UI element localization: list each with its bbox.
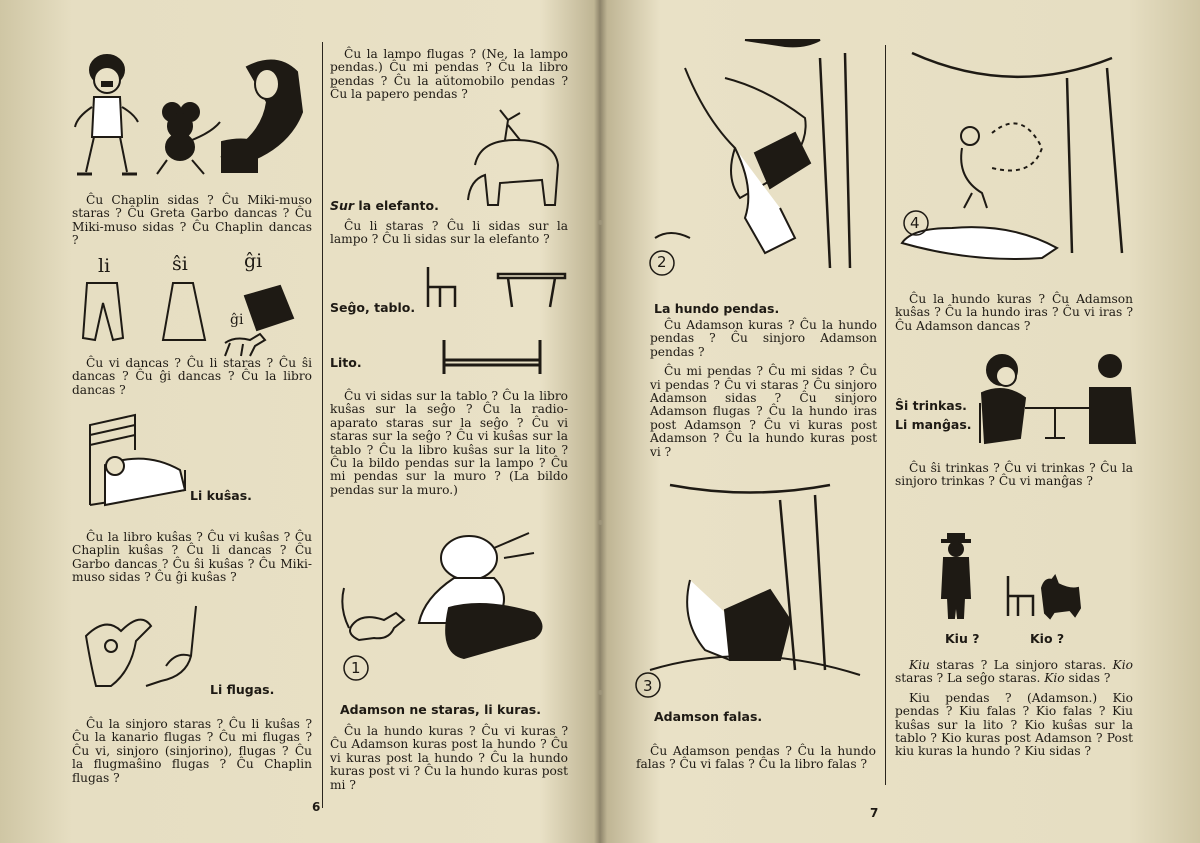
paragraph: Ĉu la hundo kuras ? Ĉu vi kuras ? Ĉu Adamson kuras post la hundo ? Ĉu vi kuras post la hundo ? Ĉu la hundo kuras post vi ? Ĉu la hundo kuras post mi ? [330, 724, 568, 792]
mickey-mouse-figure [157, 103, 220, 174]
chair-icon [1008, 576, 1033, 616]
paragraph: Ĉu ŝi trinkas ? Ĉu vi trinkas ? Ĉu la sinjoro trinkas ? Ĉu vi manĝas ? [895, 461, 1133, 489]
pronoun-li: li [98, 255, 111, 277]
paragraph: Ĉu la lampo flugas ? (Ne, la lampo pendas.) Ĉu mi pendas ? Ĉu la libro pendas ? Ĉu la aŭtomobilo pendas ? Ĉu la papero pendas ? [330, 47, 568, 102]
paragraph: Ĉu Chaplin sidas ? Ĉu Miki-muso staras ? Ĉu Greta Garbo dancas ? Ĉu Miki-muso sidas ? Ĉu Chaplin dancas ? [72, 193, 312, 248]
label-li-flugas: Li flugas. [210, 682, 275, 697]
dog-icon [1042, 576, 1080, 618]
paragraph: Ĉu vi sidas sur la tablo ? Ĉu la libro kuŝas sur la seĝo ? Ĉu la radio-aparato staras sur la seĝo ? Ĉu vi staras sur la seĝo ? Ĉu vi kuŝas sur la tablo ? Ĉu la libro kuŝas sur la lito ? Ĉu la bildo pendas sur la lampo ? Ĉu mi pendas sur la muro ? (La bildo pendas sur la muro.) [330, 389, 568, 497]
column-divider [885, 45, 886, 785]
figure-number-2: 2 [657, 253, 667, 271]
left-column-1c [72, 531, 312, 591]
flying-figures-illustration [66, 596, 216, 706]
man-on-elephant [460, 105, 570, 215]
right-column-2c [895, 659, 1133, 765]
pronoun-gi: ĝi [244, 250, 263, 272]
greta-garbo-figure [222, 61, 302, 172]
drinking-eating-illustration [970, 348, 1140, 448]
figure-number-1: 1 [351, 659, 361, 677]
man-in-bed-illustration [85, 410, 195, 510]
trousers-icon [83, 283, 123, 340]
left-column-1b [72, 357, 312, 403]
right-column-2 [895, 293, 1133, 339]
left-column-2 [330, 48, 568, 108]
adamson-lying-illustration [892, 38, 1137, 268]
bird-man-icon [86, 620, 151, 686]
adamson-falling-illustration [630, 470, 870, 700]
man-silhouette-icon [942, 534, 970, 618]
label-li-kusas: Li kuŝas. [190, 488, 252, 503]
paragraph-kiu-kio: Kiu staras ? La sinjoro staras. Kio staras ? La seĝo staras. Kio sidas ? [895, 658, 1133, 686]
pronoun-gi-small: ĝi [230, 312, 244, 328]
chaplin-mickey-garbo-illustration [72, 42, 322, 182]
skirt-icon [163, 283, 205, 340]
left-column-1 [72, 194, 312, 254]
left-column-2c [330, 390, 568, 503]
paragraph: Ĉu la sinjoro staras ? Ĉu li kuŝas ? Ĉu la kanario flugas ? Ĉu mi flugas ? Ĉu vi, sinjoro (sinjorino), flugas ? Ĉu la flugmaŝino flugas ? Ĉu Chaplin flugas ? [72, 717, 312, 785]
flying-man-icon [146, 606, 196, 686]
label-sego-tablo: Seĝo, tablo. [330, 300, 416, 315]
paragraph: Ĉu Adamson pendas ? Ĉu la hundo falas ? Ĉu vi falas ? Ĉu la libro falas ? [636, 744, 876, 772]
pronoun-si: ŝi [172, 253, 188, 275]
label-sur-elefanto: Sur la elefanto. [330, 198, 439, 213]
label-adamson-falas: Adamson falas. [654, 709, 763, 724]
chaplin-figure [75, 55, 138, 174]
label-hundo-pendas: La hundo pendas. [654, 301, 780, 316]
right-page [600, 0, 1200, 843]
chair-table-illustration [420, 262, 570, 312]
left-column-2d [330, 725, 568, 798]
adamson-tree-illustration [645, 38, 875, 278]
paragraph: Ĉu la libro kuŝas ? Ĉu vi kuŝas ? Ĉu Chaplin kuŝas ? Ĉu li dancas ? Ĉu Garbo dancas ? Ĉu ŝi kuŝas ? Ĉu Miki-muso sidas ? Ĉu ĝi kuŝas ? [72, 530, 312, 585]
right-column-1b [636, 745, 876, 778]
kiu-kio-illustration [930, 528, 1090, 623]
paragraph: Ĉu li staras ? Ĉu li sidas sur la lampo ? Ĉu li sidas sur la elefanto ? [330, 219, 568, 247]
dog-icon [342, 588, 404, 640]
figure-number-4: 4 [910, 214, 920, 232]
column-divider [322, 42, 323, 808]
bed-icon [440, 338, 545, 378]
paragraph: Kiu pendas ? (Adamson.) Kio pendas ? Kiu falas ? Kio falas ? Kiu kuŝas sur la lito ? Kio kuŝas sur la tablo ? Kio kuras post Adamson ? Post kiu kuras la hundo ? Kiu sidas ? [895, 690, 1133, 759]
paragraph: Ĉu mi pendas ? Ĉu mi sidas ? Ĉu vi pendas ? Ĉu vi staras ? Ĉu sinjoro Adamson sidas ? Ĉu sinjoro Adamson flugas ? Ĉu la hundo iras post Adamson ? Ĉu vi kuras post Adamson ? Ĉu la hundo kuras post vi ? [650, 364, 877, 459]
paragraph: Ĉu Adamson kuras ? Ĉu la hundo pendas ? Ĉu sinjoro Adamson pendas ? [650, 318, 877, 359]
label-kio: Kio ? [1030, 631, 1065, 646]
label-kiu: Kiu ? [945, 631, 980, 646]
figure-number-3: 3 [643, 677, 653, 695]
paragraph: Ĉu vi dancas ? Ĉu li staras ? Ĉu ŝi dancas ? Ĉu ĝi dancas ? Ĉu la libro dancas ? [72, 356, 312, 397]
label-adamson-kuras: Adamson ne staras, li kuras. [340, 702, 542, 717]
book-icon [245, 286, 293, 330]
label-li-mangas: Li manĝas. [895, 417, 972, 432]
page-number: 6 [312, 800, 321, 814]
label-lito: Lito. [330, 355, 362, 370]
dog-icon [225, 334, 265, 356]
left-column-2b [330, 220, 568, 253]
page-number: 7 [870, 806, 879, 820]
label-si-trinkas: Ŝi trinkas. [895, 398, 967, 413]
pronoun-figures-illustration [75, 248, 315, 358]
right-column-1 [650, 319, 877, 465]
paragraph: Ĉu la hundo kuras ? Ĉu Adamson kuŝas ? Ĉu la hundo iras ? Ĉu vi iras ? Ĉu Adamson dancas ? [895, 292, 1133, 333]
table-icon [498, 274, 565, 307]
adamson-chase-illustration [334, 528, 564, 683]
left-column-1d [72, 718, 312, 791]
chair-icon [428, 267, 455, 307]
right-column-2b [895, 462, 1133, 495]
